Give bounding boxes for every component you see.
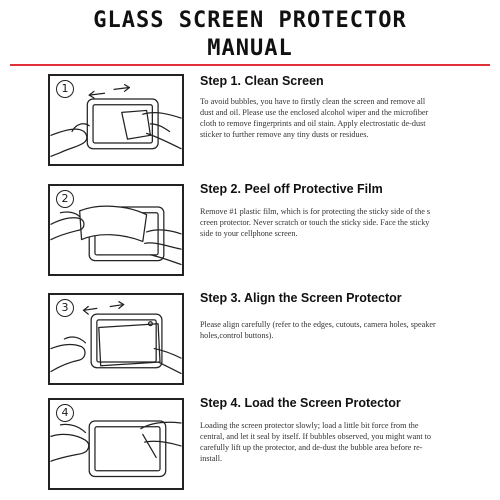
step-number-badge: 2: [56, 190, 74, 208]
step-4-heading: Step 4. Load the Screen Protector: [200, 396, 401, 410]
step-2-heading: Step 2. Peel off Protective Film: [200, 182, 383, 196]
step-number-badge: 4: [56, 404, 74, 422]
clean-screen-illustration: [48, 74, 184, 166]
step-3-description: Please align carefully (refer to the edges, cutouts, camera holes, speaker holes,control buttons).: [200, 320, 436, 340]
step-1-description: To avoid bubbles, you have to firstly clean the screen and remove all dust and oil. Please use the enclosed alcohol wiper and the microfiber cloth to remove fingerprints and oil stain. Apply electrostatic de-dust sticker to further remove any tiny dusts or residues.: [200, 97, 429, 139]
step-4-description: Loading the screen protector slowly; load a little bit force from the central, and let it seal by itself. If bubbles observed, you might want to carefully lift up the protector, and de-dust the bubble area before re-install.: [200, 421, 432, 463]
step-3-heading: Step 3. Align the Screen Protector: [200, 291, 402, 305]
manual-title-line-1: GLASS SCREEN PROTECTOR: [93, 8, 407, 33]
step-number-badge: 1: [56, 80, 74, 98]
step-3: [0, 293, 500, 389]
step-4: [0, 398, 500, 494]
step-number-badge: 3: [56, 299, 74, 317]
peel-film-illustration: [48, 184, 184, 276]
load-protector-illustration: [48, 398, 184, 490]
title-divider: [10, 64, 490, 66]
align-protector-illustration: [48, 293, 184, 385]
step-1-heading: Step 1. Clean Screen: [200, 74, 324, 88]
manual-title-line-2: MANUAL: [207, 36, 293, 61]
step-1: [0, 74, 500, 170]
step-2-description: Remove #1 plastic film, which is for protecting the sticky side of the s creen protector. Never scratch or touch the sticky side. Face the sticky side to your cellphone screen.: [200, 207, 431, 238]
step-2: [0, 184, 500, 280]
